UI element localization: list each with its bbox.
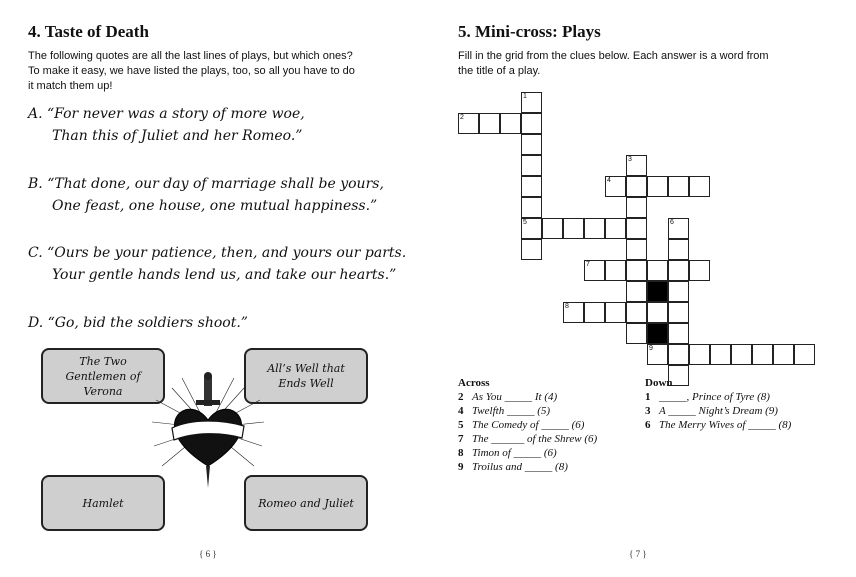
clue-number: 8 [565,303,569,310]
clue-across: 4 Twelfth _____ (5) [458,405,551,417]
quote-line: One feast, one house, one mutual happiness.” [52,198,378,214]
crossword-cell[interactable] [479,113,500,134]
crossword-cell[interactable] [626,260,647,281]
quote-d [28,312,248,334]
down-clues [645,376,835,432]
crossword-cell[interactable] [668,281,689,302]
crossword-cell[interactable] [668,260,689,281]
across-heading: Across [458,377,490,389]
crossword-cell[interactable] [605,302,626,323]
clue-number: 6 [670,219,674,226]
crossword-cell[interactable] [668,302,689,323]
crossword-cell[interactable] [626,302,647,323]
page-number: { 7 } [629,549,647,559]
across-clues [458,376,638,474]
clue-across: 8 Timon of _____ (6) [458,447,557,459]
clue-number: 4 [607,177,611,184]
crossword-cell[interactable] [731,344,752,365]
clue-number: 1 [523,93,527,100]
crossword-cell[interactable] [626,239,647,260]
crossword-cell[interactable] [521,155,542,176]
crossword-cell[interactable] [626,218,647,239]
crossword-cell[interactable] [689,344,710,365]
crossword-cell[interactable] [605,260,626,281]
crossword-cell[interactable] [542,218,563,239]
crossword-cell[interactable] [500,113,521,134]
intro-text: Fill in the grid from the clues below. Each answer is a word from the title of a play. [458,50,769,77]
page-number: { 6 } [199,549,217,559]
crossword-cell[interactable] [794,344,815,365]
clue-down: 1 _____, Prince of Tyre (8) [645,391,770,403]
page-title: 5. Mini-cross: Plays [458,22,601,41]
crossword-cell[interactable] [521,176,542,197]
intro-text: The following quotes are all the last lines of plays, but which ones? To make it easy, we have listed the plays, too, so all you have to do it match them up! [28,50,355,92]
clue-across: 5 The Comedy of _____ (6) [458,419,585,431]
play-box-two-gentlemen: The Two Gentlemen of Verona [41,348,165,404]
crossword-cell[interactable] [773,344,794,365]
dagger-heart-icon [152,370,264,490]
crossword-cell[interactable] [626,281,647,302]
clue-number: 5 [523,219,527,226]
quote-line: Your gentle hands lend us, and take our hearts.” [52,267,397,283]
quote-line: A. “For never was a story of more woe, [28,106,305,122]
quote-a [28,103,305,147]
clue-down: 6 The Merry Wives of _____ (8) [645,419,792,431]
quote-line: B. “That done, our day of marriage shall be yours, [28,176,384,192]
clue-number: 2 [460,114,464,121]
crossword-cell[interactable] [689,176,710,197]
crossword-cell[interactable] [752,344,773,365]
crossword-cell[interactable] [647,302,668,323]
clue-across: 2 As You _____ It (4) [458,391,558,403]
crossword-cell[interactable] [668,176,689,197]
play-box-alls-well: All’s Well that Ends Well [244,348,368,404]
quote-b [28,173,384,217]
clue-number: 3 [628,156,632,163]
crossword-cell[interactable] [521,134,542,155]
quote-line: Than this of Juliet and her Romeo.” [52,128,303,144]
page-title: 4. Taste of Death [28,22,149,41]
clue-number: 9 [649,345,653,352]
quote-line: D. “Go, bid the soldiers shoot.” [28,315,248,331]
crossword-cell[interactable] [521,113,542,134]
crossword-cell[interactable] [563,218,584,239]
crossword-cell[interactable] [605,218,626,239]
crossword-cell[interactable] [584,218,605,239]
crossword-black-cell [647,281,668,302]
crossword-cell[interactable] [626,176,647,197]
right-page [428,0,856,577]
clue-across: 9 Troilus and _____ (8) [458,461,568,473]
crossword-cell[interactable] [689,260,710,281]
clue-across: 7 The ______ of the Shrew (6) [458,433,598,445]
quote-c [28,242,406,286]
crossword-cell[interactable] [584,302,605,323]
crossword-cell[interactable] [647,176,668,197]
crossword-cell[interactable] [668,323,689,344]
clue-number: 7 [586,261,590,268]
crossword-black-cell [647,323,668,344]
play-box-hamlet: Hamlet [41,475,165,531]
crossword-cell[interactable] [521,239,542,260]
crossword-cell[interactable] [626,197,647,218]
down-heading: Down [645,377,673,389]
crossword-cell[interactable] [668,239,689,260]
crossword-cell[interactable] [647,260,668,281]
play-box-romeo-juliet: Romeo and Juliet [244,475,368,531]
crossword-cell[interactable] [521,197,542,218]
crossword-cell[interactable] [626,323,647,344]
clue-down: 3 A _____ Night’s Dream (9) [645,405,778,417]
crossword-cell[interactable] [710,344,731,365]
crossword-cell[interactable] [668,344,689,365]
quote-line: C. “Ours be your patience, then, and yours our parts. [28,245,407,261]
